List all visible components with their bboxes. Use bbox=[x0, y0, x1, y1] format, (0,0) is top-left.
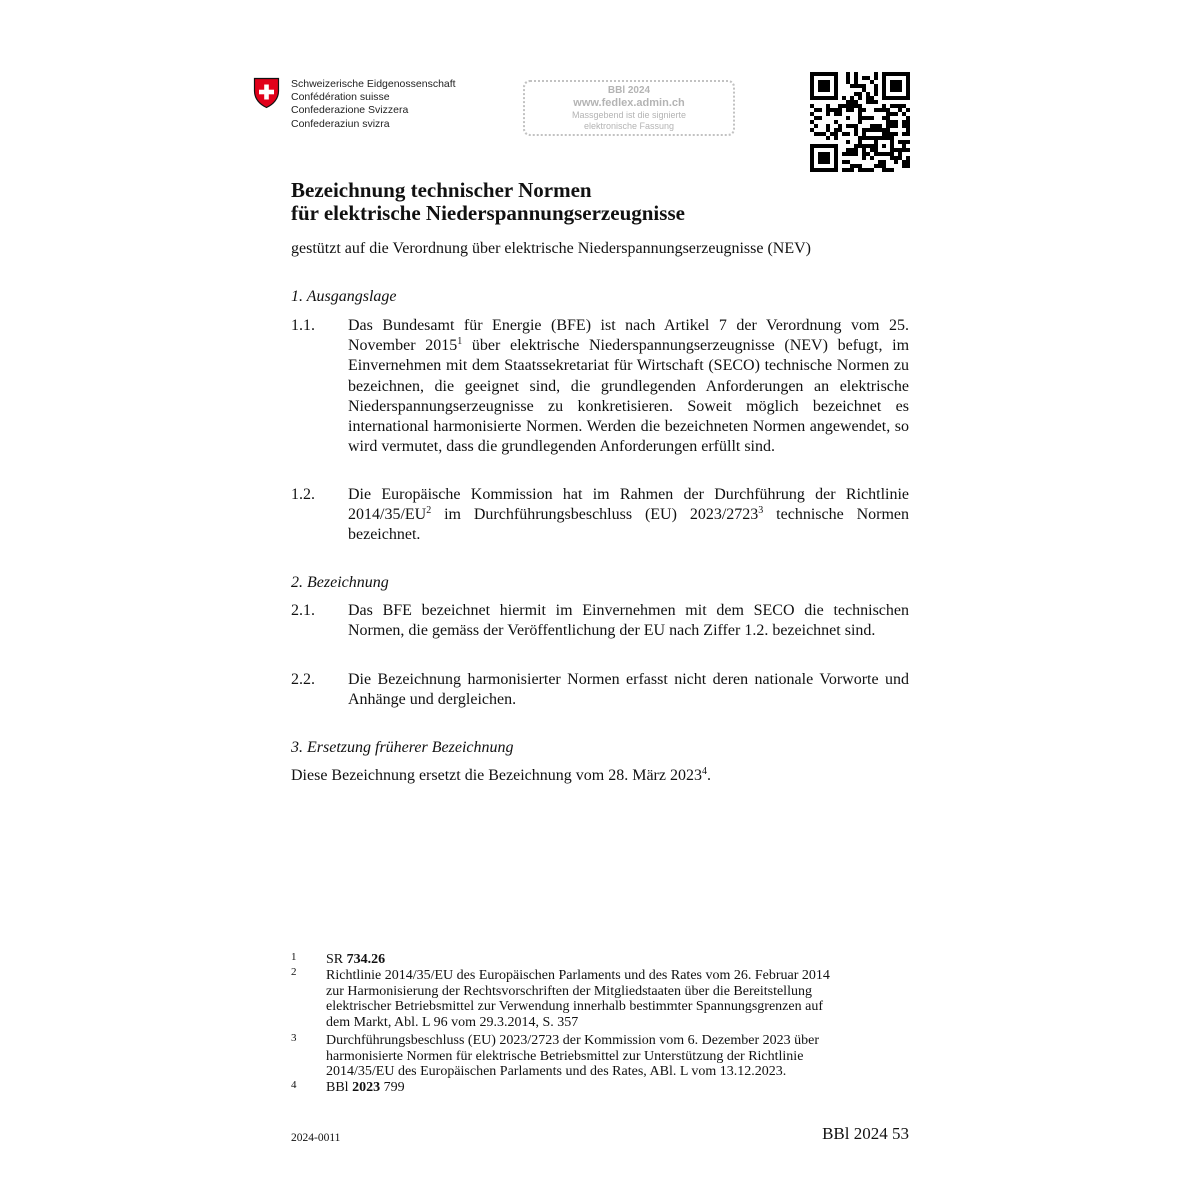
section-3-text bbox=[291, 766, 711, 786]
footnote-ref-3: 3 bbox=[758, 505, 764, 517]
footnote-text-1 bbox=[326, 952, 916, 968]
section-heading-2: 2. Bezeichnung bbox=[291, 574, 389, 591]
item-text-2-1: Das BFE bezeichnet hiermit im Einvernehmen mit dem SECO die technischen Normen, die gemäss der Veröffentlichung der EU nach Ziffer 1.2. bezeichnet sind. bbox=[348, 602, 909, 640]
item-number-1-1: 1.1. bbox=[291, 317, 315, 334]
item-text-1-1-b: über elektrische Niederspannungserzeugnisse (NEV) befugt, im Einvernehmen mit dem Staatssekretariat für Wirtschaft (SECO) technische Normen zu bezeichnen, die geeignet sind, die grundlegenden Anforderungen an elektrische Niederspannungserzeugnisse zu konkretisieren. Soweit möglich bezeichnet es international harmonisierte Normen. Werden die bezeichneten Normen angewendet, so wird vermutet, dass die grundlegenden Anforderungen erfüllt sind. bbox=[348, 337, 910, 456]
footnote-2-line-4: dem Markt, Abl. L 96 vom 29.3.2014, S. 357 bbox=[326, 1015, 579, 1031]
page-reference: BBl 2024 53 bbox=[822, 1124, 909, 1143]
footnote-text-3 bbox=[326, 1033, 916, 1080]
confederation-name-it: Confederazione Svizzera bbox=[291, 104, 409, 117]
bbl-stamp bbox=[523, 80, 735, 136]
item-text-1-2-b: im Durchführungsbeschluss (EU) 2023/2723 bbox=[431, 506, 759, 524]
confederation-name-de: Schweizerische Eidgenossenschaft bbox=[291, 78, 456, 90]
footnote-text-4 bbox=[326, 1080, 916, 1096]
section-3-text-a: Diese Bezeichnung ersetzt die Bezeichnung vom 28. März 2023 bbox=[291, 767, 702, 784]
section-heading-3: 3. Ersetzung früherer Bezeichnung bbox=[291, 739, 514, 756]
footnote-ref-1: 1 bbox=[457, 336, 463, 348]
item-text-1-1 bbox=[348, 316, 909, 457]
footnote-4-suffix: 799 bbox=[380, 1080, 405, 1095]
footnote-1-bold: 734.26 bbox=[346, 952, 386, 967]
stamp-journal: BBl 2024 bbox=[607, 85, 651, 96]
footnote-text-2 bbox=[326, 968, 916, 1031]
qr-code bbox=[810, 72, 910, 172]
footnote-1-prefix: SR bbox=[326, 952, 347, 967]
document-id: 2024-0011 bbox=[291, 1132, 341, 1144]
item-text-2-2: Die Bezeichnung harmonisierter Normen erfasst nicht deren nationale Vorworte und Anhänge und dergleichen. bbox=[348, 671, 909, 709]
stamp-note-1: Massgebend ist die signierte bbox=[571, 110, 687, 120]
document-title bbox=[291, 179, 685, 225]
confederation-names bbox=[291, 78, 456, 131]
footnote-ref-2: 2 bbox=[426, 505, 432, 517]
footnote-number-3: 3 bbox=[291, 1032, 297, 1044]
footnote-4-prefix: BBl bbox=[326, 1080, 353, 1095]
stamp-note-2: elektronische Fassung bbox=[583, 121, 675, 131]
item-number-1-2: 1.2. bbox=[291, 486, 315, 503]
item-text-1-2-c: technische Normen bezeichnet. bbox=[348, 506, 910, 544]
footnote-3-line-1: Durchführungsbeschluss (EU) 2023/2723 der Kommission vom 6. Dezember 2023 über bbox=[326, 1033, 820, 1048]
section-heading-1: 1. Ausgangslage bbox=[291, 288, 397, 305]
item-text-1-2 bbox=[348, 485, 909, 546]
item-text-1-1-a: Das Bundesamt für Energie (BFE) ist nach Artikel 7 der Verordnung vom 25. November 2015 bbox=[348, 317, 909, 355]
stamp-url: www.fedlex.admin.ch bbox=[573, 97, 685, 109]
confederation-name-rm: Confederaziun svizra bbox=[291, 117, 390, 130]
footnote-3-line-3: 2014/35/EU des Europäischen Parlaments und des Rates, ABl. L vom 13.12.2023. bbox=[326, 1064, 787, 1080]
item-number-2-2: 2.2. bbox=[291, 671, 315, 688]
footnote-3-line-2: harmonisierte Normen für elektrische Betriebsmittel zur Unterstützung der Richtlinie bbox=[326, 1048, 804, 1064]
footnote-number-4: 4 bbox=[291, 1079, 297, 1091]
footnote-4-bold: 2023 bbox=[352, 1080, 381, 1095]
title-line-2: für elektrische Niederspannungserzeugnisse bbox=[291, 201, 685, 225]
footnote-ref-4: 4 bbox=[701, 766, 707, 777]
footnote-number-2: 2 bbox=[291, 966, 297, 978]
footnote-2-line-1: Richtlinie 2014/35/EU des Europäischen Parlaments und des Rates vom 26. Februar 2014 bbox=[326, 968, 830, 983]
confederation-name-fr: Confédération suisse bbox=[291, 91, 390, 104]
item-number-2-1: 2.1. bbox=[291, 602, 315, 619]
footnote-2-line-2: zur Harmonisierung der Rechtsvorschriften der Mitgliedstaaten über die Bereitstellung bbox=[326, 983, 812, 999]
item-text-1-2-a: Die Europäische Kommission hat im Rahmen der Durchführung der Richtlinie 2014/35/EU bbox=[348, 486, 909, 524]
footnote-2-line-3: elektrischer Betriebsmittel zur Verwendung innerhalb bestimmter Spannungsgrenzen auf bbox=[326, 999, 823, 1015]
section-3-text-b: . bbox=[706, 767, 711, 784]
document-subtitle: gestützt auf die Verordnung über elektrische Niederspannungserzeugnisse (NEV) bbox=[291, 240, 811, 257]
footnote-number-1: 1 bbox=[291, 951, 297, 963]
title-line-1: Bezeichnung technischer Normen bbox=[291, 178, 592, 202]
swiss-crest-logo bbox=[253, 77, 280, 109]
